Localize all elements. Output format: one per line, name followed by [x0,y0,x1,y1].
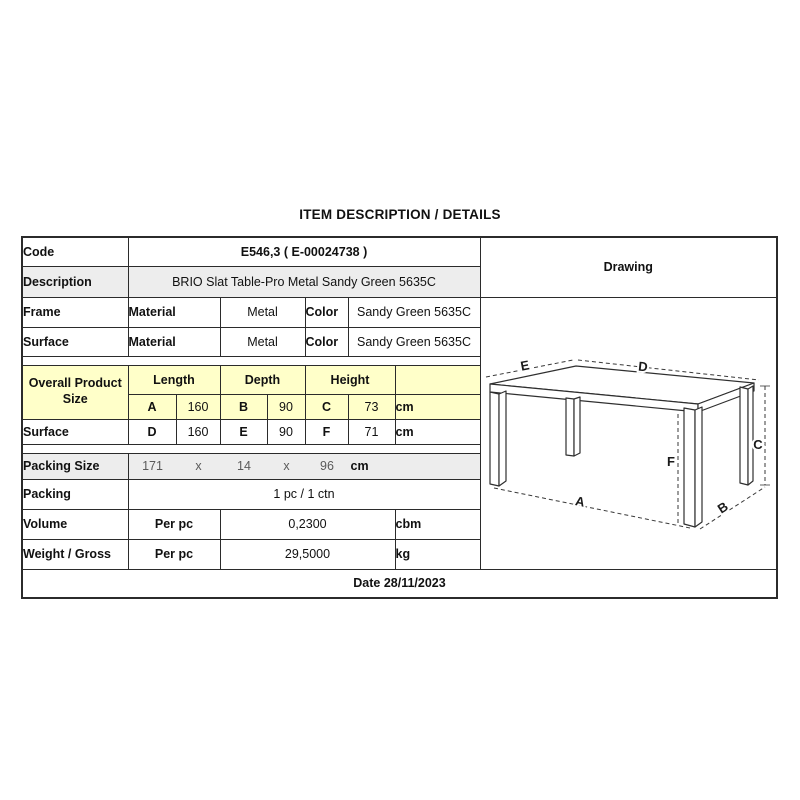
surface-label: Surface [22,327,128,356]
surface-size-unit: cm [395,419,480,444]
description-value: BRIO Slat Table-Pro Metal Sandy Green 5635C [128,266,480,297]
surface-material-label: Material [128,327,220,356]
surface-material-value: Metal [220,327,305,356]
frame-material-value: Metal [220,297,305,327]
frame-label: Frame [22,297,128,327]
drawing-header: Drawing [480,237,777,297]
dim-label-d: D [637,358,649,374]
weight-unit: kg [395,539,480,569]
dim-label-c: C [752,436,763,452]
packing-size-unit: cm [350,459,369,473]
packing-size-depth: 14 [237,459,251,473]
code-value: E546,3 ( E-00024738 ) [128,237,480,266]
dim-key-b: B [220,394,267,419]
volume-unit: cbm [395,509,480,539]
dim-label-b: B [714,498,731,516]
surface-size-label: Surface [22,419,128,444]
description-label: Description [22,266,128,297]
dim-value-a: 160 [176,394,220,419]
packing-size-sep2: x [283,459,290,473]
code-label: Code [22,237,128,266]
table-sketch [481,298,776,566]
packing-size-height: 96 [320,459,334,473]
volume-value: 0,2300 [220,509,395,539]
overall-size-unit: cm [395,394,480,419]
dim-label-f: F [666,453,675,469]
page-title: ITEM DESCRIPTION / DETAILS [299,207,501,222]
height-header: Height [305,365,395,394]
volume-per-label: Per pc [128,509,220,539]
spec-table [21,236,778,599]
dim-key-a: A [128,394,176,419]
spacer-cell [22,444,480,453]
packing-size-label: Packing Size [22,453,128,479]
depth-header: Depth [220,365,305,394]
packing-size-length: 171 [142,459,163,473]
weight-per-label: Per pc [128,539,220,569]
frame-color-value: Sandy Green 5635C [348,297,480,327]
surface-color-value: Sandy Green 5635C [348,327,480,356]
spacer-cell [22,356,480,365]
surface-color-label: Color [305,327,348,356]
weight-value: 29,5000 [220,539,395,569]
packing-size-sep1: x [195,459,202,473]
dim-label-a: A [573,492,586,510]
date-row [22,569,777,598]
dim-value-e: 90 [267,419,305,444]
date-value: Date 28/11/2023 [22,569,777,598]
code-row [22,237,777,266]
volume-label: Volume [22,509,128,539]
dim-value-c: 73 [348,394,395,419]
dim-value-d: 160 [176,419,220,444]
length-header: Length [128,365,220,394]
frame-color-label: Color [305,297,348,327]
overall-size-label: Overall Product Size [22,365,128,419]
packing-value: 1 pc / 1 ctn [128,479,480,509]
frame-row [22,297,777,327]
dim-key-d: D [128,419,176,444]
packing-label: Packing [22,479,128,509]
dim-key-e: E [220,419,267,444]
dim-label-e: E [518,356,531,374]
dim-value-f: 71 [348,419,395,444]
size-header-empty-cell [395,365,480,394]
dim-key-f: F [305,419,348,444]
dim-value-b: 90 [267,394,305,419]
packing-size-value-cell [128,453,480,479]
dim-key-c: C [305,394,348,419]
frame-material-label: Material [128,297,220,327]
weight-label: Weight / Gross [22,539,128,569]
drawing-area [480,297,777,569]
